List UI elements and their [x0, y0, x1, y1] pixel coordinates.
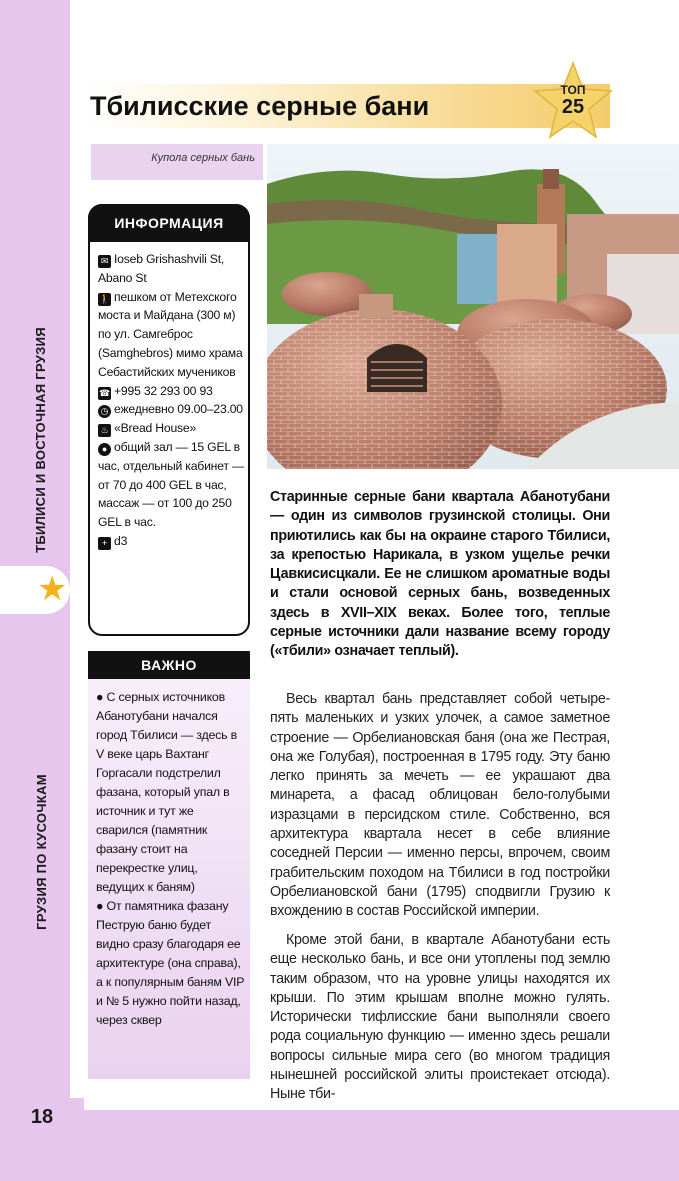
important-heading: ВАЖНО [88, 651, 250, 679]
bottom-bar [84, 1110, 679, 1181]
info-map-ref: d3 [114, 533, 128, 548]
article-paragraph-1: Весь квартал бань представляет собой четыре-пять маленьких и узких улочек, а самое заметное строение — Орбелиановская баня (она же Пестрая, она же Голубая), построенная в 1795 году. Эту баню легко принять за мечеть — ее украшают два минарета, а фасад облицован бело-голубыми изразцами в персидском стиле. Собственно, вся архитектура квартала несет в себе влияние соседней Персии — именно персы, впрочем, своим грабительским походом на Тбилиси в год постройки Орбелиановской бани (1795) сподвигли Грузию к вхождению в состав Российской империи. [270, 691, 610, 920]
info-phone: +995 32 293 00 93 [114, 383, 213, 398]
info-cafe: «Bread House» [114, 421, 197, 436]
info-directions-row [98, 288, 246, 382]
food-icon: ♨ [98, 424, 111, 437]
important-content [96, 688, 246, 1030]
bullet-icon: ● [96, 690, 107, 704]
article-lead: Старинные серные бани квартала Абанотубани — один из символов грузинской столицы. Они приютились как бы на окраине старого Тбилиси, за крепостью Нарикала, в узком ущелье речки Цавкисисцкали. Ее не слишком ароматные воды и стали основой серных бань, возведенных здесь в XVII–XIX веках. Более того, теплые серные источники дали название всему городу («тбили» означает теплый). [270, 489, 610, 660]
clock-icon: ◷ [98, 405, 111, 418]
photo-caption: Купола серных бань [151, 152, 255, 164]
bathhouse-photo [267, 144, 679, 469]
badge-number: 25 [561, 96, 585, 118]
important-item: ● С серных источников Абанотубани начался город Тбилиси — здесь в V веке царь Вахтанг Горгасали подстрелил фазана, который упал в источник и тут же сварился (памятник фазану стоит на перекрестке улиц, ведущих к баням) [96, 690, 238, 894]
side-series-label: ГРУЗИЯ ПО КУСОЧКАМ [34, 774, 49, 930]
page-number: 18 [30, 1106, 54, 1128]
important-item: ● От памятника фазану Пеструю баню будет видно сразу благодаря ее архитектуре (она справа), а к популярным баням VIP и № 5 нужно пойти назад, через сквер [96, 899, 245, 1027]
info-content [98, 250, 246, 551]
side-region-label: ТБИЛИСИ И ВОСТОЧНАЯ ГРУЗИЯ [33, 327, 48, 553]
info-hours: ежедневно 09.00–23.00 [114, 402, 243, 417]
section-tab [0, 566, 70, 614]
badge-word: ТОП [560, 83, 586, 97]
info-prices: общий зал — 15 GEL в час, отдельный кабинет — от 70 до 400 GEL в час, массаж — от 100 до 250 GEL в час. [98, 439, 244, 530]
envelope-icon: ✉ [98, 255, 111, 268]
star-icon: ★ [37, 570, 68, 608]
info-cafe-row [98, 419, 246, 438]
info-directions: пешком от Метехского моста и Майдана (300 м) по ул. Самгеброс (Samghebros) мимо храма Себастийских мучеников [98, 289, 243, 379]
info-hours-row [98, 400, 246, 419]
price-icon: ● [98, 443, 111, 456]
info-address-row [98, 250, 246, 288]
top-badge [532, 60, 614, 142]
walking-icon: 🚶 [98, 293, 110, 304]
info-prices-row [98, 438, 246, 532]
bullet-icon: ● [96, 899, 107, 913]
info-phone-row [98, 382, 246, 401]
article-paragraph-2: Кроме этой бани, в квартале Абанотубани есть еще несколько бань, и все они утоплены под землю таким образом, что на уровне улицы находятся их крыши. По этим крышам вполне можно гулять. Исторически тифлисские бани выполняли своего рода социальную функцию — именно здесь решали вопросы сильные мира сего (во многом традиция нынешней российской элиты проистекает отсюда). Ныне тби- [270, 932, 610, 1103]
map-plus-icon: + [98, 537, 111, 550]
info-heading: ИНФОРМАЦИЯ [88, 204, 250, 242]
info-map-row [98, 532, 246, 551]
info-address: Ioseb Grishashvili St, Abano St [98, 252, 225, 285]
page-title: Тбилисские серные бани [90, 91, 430, 121]
phone-icon: ☎ [98, 387, 110, 398]
